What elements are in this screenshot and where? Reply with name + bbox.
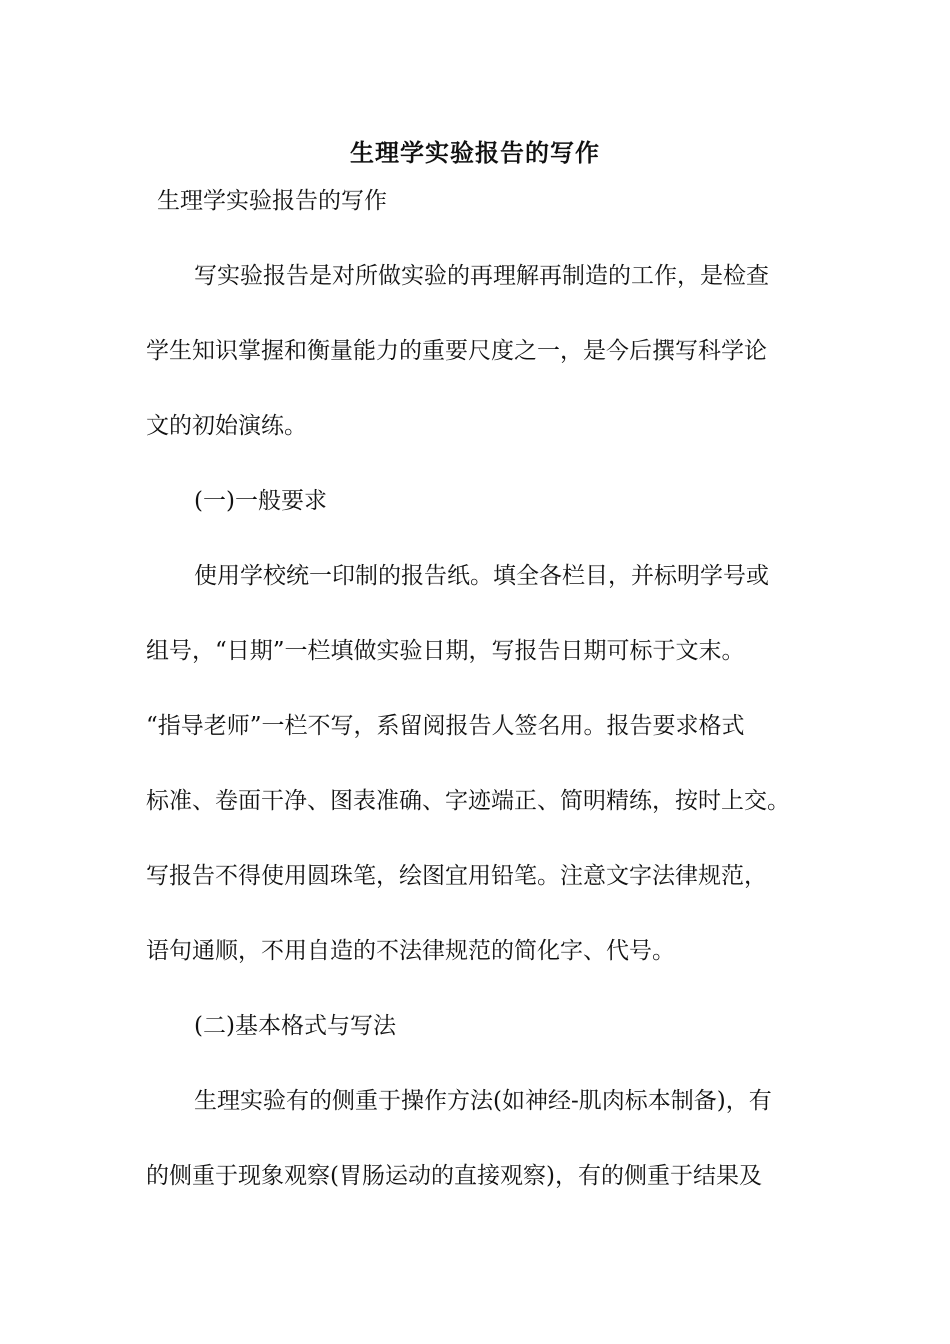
- document-title: 生理学实验报告的写作: [350, 138, 600, 167]
- body-line: 的侧重于现象观察(胃肠运动的直接观察)，有的侧重于结果及: [146, 1163, 762, 1189]
- section-heading-basic-format: (二)基本格式与写法: [194, 1013, 396, 1039]
- body-line: “指导老师”一栏不写，系留阅报告人签名用。报告要求格式: [146, 713, 745, 739]
- body-line: 组号，“日期”一栏填做实验日期，写报告日期可标于文末。: [146, 638, 745, 664]
- body-line: 学生知识掌握和衡量能力的重要尺度之一，是今后撰写科学论: [146, 338, 767, 364]
- body-line: 使用学校统一印制的报告纸。填全各栏目，并标明学号或: [194, 563, 769, 589]
- body-line: 文的初始演练。: [146, 413, 307, 439]
- section-heading-general-requirements: (一)一般要求: [194, 488, 327, 514]
- body-line: 生理实验有的侧重于操作方法(如神经-肌肉标本制备)，有: [194, 1088, 772, 1114]
- body-line: 写报告不得使用圆珠笔，绘图宜用铅笔。注意文字法律规范，: [146, 863, 767, 889]
- body-line: 语句通顺，不用自造的不法律规范的简化字、代号。: [146, 938, 675, 964]
- body-line: 标准、卷面干净、图表准确、字迹端正、简明精练，按时上交。: [146, 788, 790, 814]
- body-line: 写实验报告是对所做实验的再理解再制造的工作，是检查: [194, 263, 769, 289]
- document-subtitle: 生理学实验报告的写作: [157, 188, 387, 214]
- document-body: [146, 258, 826, 1233]
